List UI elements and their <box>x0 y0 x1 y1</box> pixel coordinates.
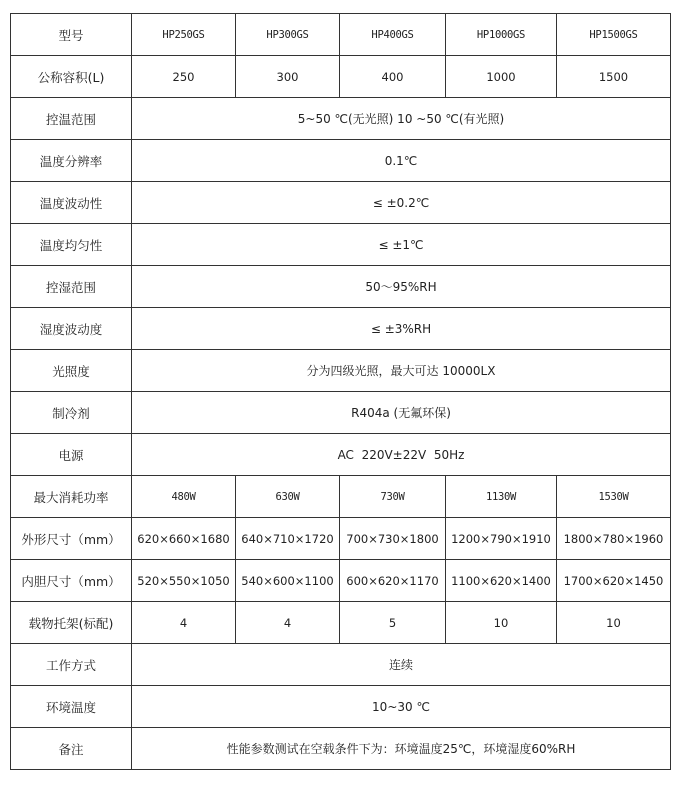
model-cell: HP1500GS <box>557 14 671 56</box>
row-model <box>11 14 671 56</box>
outer-size-cell: 700×730×1800 <box>340 518 446 560</box>
row-ambient-temp <box>11 686 671 728</box>
volume-cell: 250 <box>132 56 236 98</box>
row-power-supply <box>11 434 671 476</box>
row-outer-size <box>11 518 671 560</box>
label-shelves: 载物托架(标配) <box>11 602 132 644</box>
label-humidity-fluctuation: 湿度波动度 <box>11 308 132 350</box>
label-model: 型号 <box>11 14 132 56</box>
label-refrigerant: 制冷剂 <box>11 392 132 434</box>
max-power-cell: 1130W <box>446 476 557 518</box>
label-volume: 公称容积(L) <box>11 56 132 98</box>
row-humidity-fluctuation <box>11 308 671 350</box>
row-max-power <box>11 476 671 518</box>
outer-size-cell: 620×660×1680 <box>132 518 236 560</box>
illuminance-value: 分为四级光照，最大可达 10000LX <box>132 350 671 392</box>
label-temp-fluctuation: 温度波动性 <box>11 182 132 224</box>
shelves-cell: 4 <box>236 602 340 644</box>
row-humidity-range <box>11 266 671 308</box>
label-humidity-range: 控湿范围 <box>11 266 132 308</box>
row-refrigerant <box>11 392 671 434</box>
outer-size-cell: 1200×790×1910 <box>446 518 557 560</box>
label-inner-size: 内胆尺寸（mm） <box>11 560 132 602</box>
label-temp-resolution: 温度分辨率 <box>11 140 132 182</box>
row-shelves <box>11 602 671 644</box>
work-mode-value: 连续 <box>132 644 671 686</box>
label-power-supply: 电源 <box>11 434 132 476</box>
label-temp-uniformity: 温度均匀性 <box>11 224 132 266</box>
row-temp-uniformity <box>11 224 671 266</box>
power-supply-value: AC 220V±22V 50Hz <box>132 434 671 476</box>
label-outer-size: 外形尺寸（mm） <box>11 518 132 560</box>
remarks-value: 性能参数测试在空载条件下为：环境温度25℃，环境湿度60%RH <box>132 728 671 770</box>
refrigerant-value: R404a (无氟环保) <box>132 392 671 434</box>
inner-size-cell: 540×600×1100 <box>236 560 340 602</box>
row-volume <box>11 56 671 98</box>
temp-uniformity-value: ≤ ±1℃ <box>132 224 671 266</box>
label-remarks: 备注 <box>11 728 132 770</box>
row-work-mode <box>11 644 671 686</box>
row-illuminance <box>11 350 671 392</box>
model-cell: HP250GS <box>132 14 236 56</box>
volume-cell: 1000 <box>446 56 557 98</box>
temp-range-value: 5~50 ℃(无光照) 10 ~50 ℃(有光照) <box>132 98 671 140</box>
outer-size-cell: 1800×780×1960 <box>557 518 671 560</box>
ambient-temp-value: 10~30 ℃ <box>132 686 671 728</box>
row-remarks <box>11 728 671 770</box>
max-power-cell: 630W <box>236 476 340 518</box>
row-temp-resolution <box>11 140 671 182</box>
humidity-range-value: 50～95%RH <box>132 266 671 308</box>
max-power-cell: 730W <box>340 476 446 518</box>
row-temp-fluctuation <box>11 182 671 224</box>
shelves-cell: 10 <box>557 602 671 644</box>
outer-size-cell: 640×710×1720 <box>236 518 340 560</box>
label-illuminance: 光照度 <box>11 350 132 392</box>
row-temp-range <box>11 98 671 140</box>
spec-table <box>10 13 671 770</box>
volume-cell: 1500 <box>557 56 671 98</box>
shelves-cell: 10 <box>446 602 557 644</box>
shelves-cell: 4 <box>132 602 236 644</box>
temp-resolution-value: 0.1℃ <box>132 140 671 182</box>
max-power-cell: 480W <box>132 476 236 518</box>
shelves-cell: 5 <box>340 602 446 644</box>
model-cell: HP300GS <box>236 14 340 56</box>
volume-cell: 300 <box>236 56 340 98</box>
inner-size-cell: 600×620×1170 <box>340 560 446 602</box>
model-cell: HP1000GS <box>446 14 557 56</box>
model-cell: HP400GS <box>340 14 446 56</box>
label-temp-range: 控温范围 <box>11 98 132 140</box>
inner-size-cell: 1100×620×1400 <box>446 560 557 602</box>
label-max-power: 最大消耗功率 <box>11 476 132 518</box>
label-work-mode: 工作方式 <box>11 644 132 686</box>
inner-size-cell: 520×550×1050 <box>132 560 236 602</box>
label-ambient-temp: 环境温度 <box>11 686 132 728</box>
volume-cell: 400 <box>340 56 446 98</box>
max-power-cell: 1530W <box>557 476 671 518</box>
row-inner-size <box>11 560 671 602</box>
temp-fluctuation-value: ≤ ±0.2℃ <box>132 182 671 224</box>
inner-size-cell: 1700×620×1450 <box>557 560 671 602</box>
humidity-fluctuation-value: ≤ ±3%RH <box>132 308 671 350</box>
